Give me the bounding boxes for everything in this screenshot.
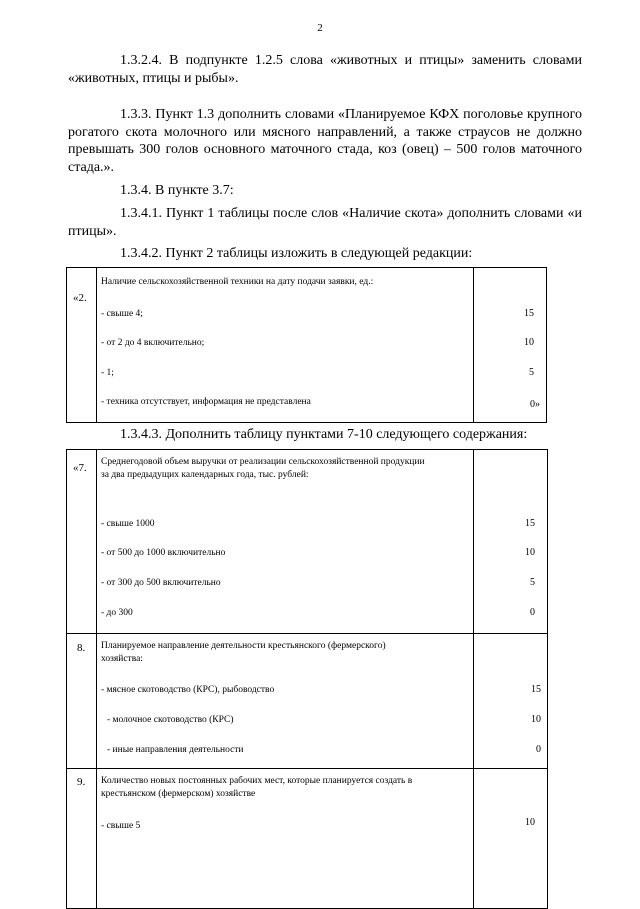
table-row-value: 10 xyxy=(525,817,535,828)
table-item-8-number: 8. xyxy=(77,642,86,654)
table-item-9-title-line-1: Количество новых постоянных рабочих мест, которые планируется создать в xyxy=(101,776,413,786)
table-item-9-number: 9. xyxy=(77,776,86,788)
table-item-8-title-line-1: Планируемое направление деятельности крестьянского (фермерского) xyxy=(101,641,386,651)
table-row-label: - иные направления деятельности xyxy=(107,745,244,755)
table-item-8-title-line-2: хозяйства: xyxy=(101,654,143,664)
table-item-7-title-line-1: Среднегодовой объем выручки от реализации сельскохозяйственной продукции xyxy=(101,457,425,467)
table-item-2 xyxy=(66,267,547,423)
table-row-label: - до 300 xyxy=(101,608,133,618)
table-row-value: 0 xyxy=(536,744,541,755)
paragraph-1-3-3: 1.3.3. Пункт 1.3 дополнить словами «Планируемое КФХ поголовье крупного рогатого скота молочного или мясного направлений, а также страусов не должно превышать 300 голов основного маточного стада, коз (овец) – 500 голов маточного стада.». xyxy=(68,107,582,175)
paragraph-1-3-2-4: 1.3.2.4. В подпункте 1.2.5 слова «животных и птицы» заменить словами «животных, птицы и рыбы». xyxy=(68,53,582,86)
table-items-7-10 xyxy=(66,449,548,909)
table-row-label: - от 300 до 500 включительно xyxy=(101,578,221,588)
table-row-label: - 1; xyxy=(101,368,114,378)
table-row-value: 5 xyxy=(529,367,534,378)
table-row-value: 15 xyxy=(531,684,541,695)
table-row-value: 5 xyxy=(530,577,535,588)
table-row-value: 0» xyxy=(530,399,540,410)
paragraph-1-3-4-2: 1.3.4.2. Пункт 2 таблицы изложить в следующей редакции: xyxy=(120,246,473,261)
table-row-label: - свыше 1000 xyxy=(101,519,155,529)
table-item-7-title-line-2: за два предыдущих календарных года, тыс. рублей: xyxy=(101,470,309,480)
table-row-label: - от 500 до 1000 включительно xyxy=(101,548,226,558)
table-item-number: «2. xyxy=(73,292,87,304)
table-row-label: - техника отсутствует, информация не представлена xyxy=(101,397,311,407)
table-row-label: - свыше 4; xyxy=(101,309,143,319)
table-row-label: - свыше 5 xyxy=(101,821,141,831)
table-row-label: - мясное скотоводство (КРС), рыбоводство xyxy=(101,685,275,695)
table-row-label: - молочное скотоводство (КРС) xyxy=(107,715,234,725)
table-item-9-title-line-2: крестьянском (фермерском) хозяйстве xyxy=(101,789,256,799)
table-row-value: 10 xyxy=(525,547,535,558)
table-row-value: 15 xyxy=(524,308,534,319)
page-number: 2 xyxy=(317,22,323,34)
table-row-value: 0 xyxy=(530,607,535,618)
paragraph-1-3-4: 1.3.4. В пункте 3.7: xyxy=(120,183,234,198)
table-item-7-number: «7. xyxy=(73,462,87,474)
table-row-value: 10 xyxy=(524,337,534,348)
table-row-label: - от 2 до 4 включительно; xyxy=(101,338,205,348)
paragraph-1-3-4-1: 1.3.4.1. Пункт 1 таблицы после слов «Наличие скота» дополнить словами «и птицы». xyxy=(68,206,582,239)
paragraph-1-3-4-3: 1.3.4.3. Дополнить таблицу пунктами 7-10 следующего содержания: xyxy=(120,427,528,442)
table-item-title: Наличие сельскохозяйственной техники на дату подачи заявки, ед.: xyxy=(101,277,374,287)
table-row-value: 10 xyxy=(531,714,541,725)
table-row-value: 15 xyxy=(525,518,535,529)
